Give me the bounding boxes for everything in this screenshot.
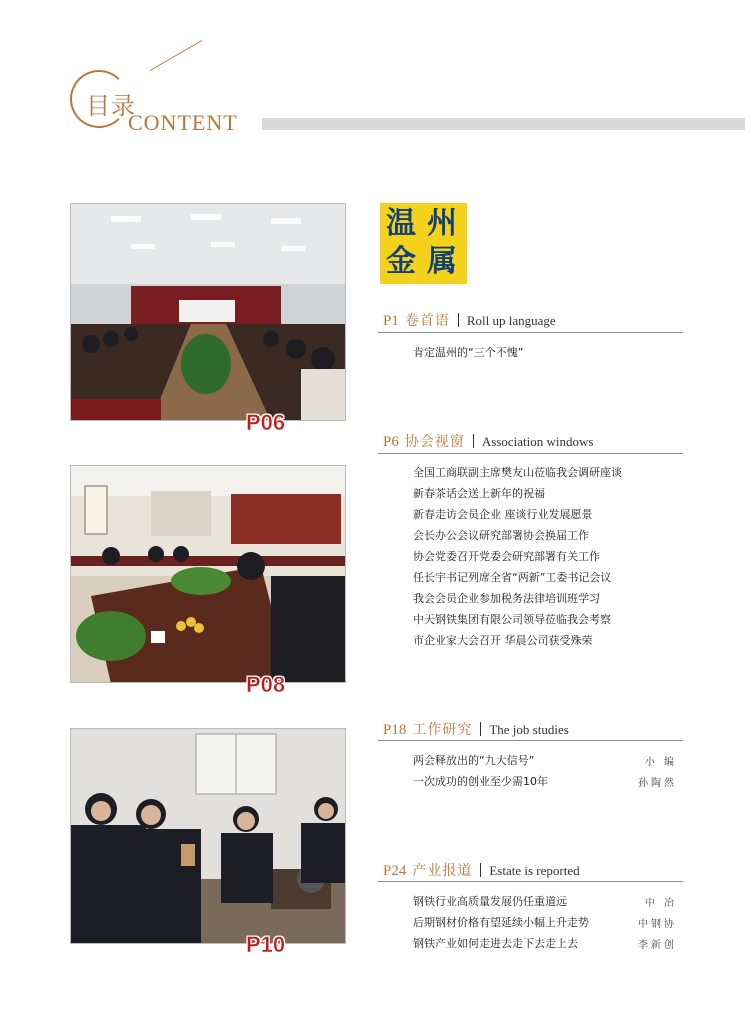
toc-item[interactable]: 任长宇书记列席全省“两新”工委书记会议 bbox=[413, 571, 612, 584]
section-page: P6 bbox=[383, 434, 399, 450]
section-title-cn: 工作研究 bbox=[412, 722, 473, 738]
toc-item[interactable]: 一次成功的创业至少需10年 bbox=[413, 775, 548, 788]
section-title-cn: 协会视窗 bbox=[404, 434, 465, 450]
photo-tag-p08: P08 bbox=[246, 672, 286, 697]
toc-item[interactable]: 我会会员企业参加税务法律培训班学习 bbox=[413, 592, 600, 605]
toc-item[interactable]: 中天钢铁集团有限公司领导莅临我会考察 bbox=[413, 613, 611, 626]
magazine-char-3: 金 bbox=[386, 244, 416, 279]
toc-item[interactable]: 会长办公会议研究部署协会换届工作 bbox=[413, 529, 589, 542]
section-rule bbox=[378, 740, 683, 741]
photo-tag-p06: P06 bbox=[246, 410, 286, 435]
toc-item[interactable]: 市企业家大会召开 华晨公司获受殊荣 bbox=[413, 634, 593, 647]
section-rule bbox=[378, 453, 683, 454]
photo-tea-meeting bbox=[70, 465, 346, 683]
toc-author: 孙陶然 bbox=[638, 778, 677, 789]
section-page: P18 bbox=[383, 722, 407, 738]
toc-item[interactable]: 两会释放出的“九大信号” bbox=[413, 754, 535, 767]
photo-tag-p10: P10 bbox=[246, 932, 286, 957]
contents-title-cn: 目录 bbox=[86, 92, 136, 120]
toc-author: 小 编 bbox=[644, 757, 677, 768]
magazine-char-4: 属 bbox=[427, 244, 457, 279]
toc-item[interactable]: 钢铁产业如何走进去走下去走上去 bbox=[413, 937, 578, 950]
toc-item[interactable]: 后期钢材价格有望延续小幅上升走势 bbox=[413, 916, 589, 929]
section-title-en: Estate is reported bbox=[489, 863, 580, 878]
magazine-char-1: 温 bbox=[386, 206, 416, 241]
magazine-char-2: 州 bbox=[427, 206, 457, 241]
magazine-logo bbox=[380, 203, 467, 284]
toc-author: 中 冶 bbox=[644, 898, 677, 909]
toc-item[interactable]: 协会党委召开党委会研究部署有关工作 bbox=[413, 550, 600, 563]
toc-author: 李新创 bbox=[638, 940, 677, 951]
section-rule bbox=[378, 881, 683, 882]
header-grey-bar bbox=[262, 118, 745, 130]
section-header-p1 bbox=[383, 310, 683, 330]
section-title-en: The job studies bbox=[489, 722, 569, 737]
section-header-p18 bbox=[383, 719, 683, 739]
section-page: P24 bbox=[383, 863, 407, 879]
section-header-p24 bbox=[383, 860, 683, 880]
section-title-en: Roll up language bbox=[466, 313, 556, 328]
section-title-cn: 卷首语 bbox=[404, 313, 450, 329]
section-title-en: Association windows bbox=[481, 434, 594, 449]
logo-slash-line bbox=[150, 40, 202, 71]
photo-company-visit bbox=[70, 728, 346, 944]
toc-item[interactable]: 肯定温州的“三个不愧” bbox=[413, 346, 524, 359]
contents-title-en: CONTENT bbox=[128, 110, 238, 135]
toc-item[interactable]: 新春走访会员企业 座谈行业发展愿景 bbox=[413, 508, 593, 521]
toc-item[interactable]: 钢铁行业高质量发展仍任重道远 bbox=[413, 895, 567, 908]
section-header-p6 bbox=[383, 431, 683, 451]
toc-author: 中钢协 bbox=[638, 919, 677, 930]
photo-meeting-room bbox=[70, 203, 346, 421]
section-rule bbox=[378, 332, 683, 333]
toc-item[interactable]: 全国工商联副主席樊友山莅临我会调研座谈 bbox=[413, 466, 622, 479]
section-title-cn: 产业报道 bbox=[412, 863, 473, 879]
toc-item[interactable]: 新春茶话会送上新年的祝福 bbox=[413, 487, 545, 500]
section-page: P1 bbox=[383, 313, 399, 329]
